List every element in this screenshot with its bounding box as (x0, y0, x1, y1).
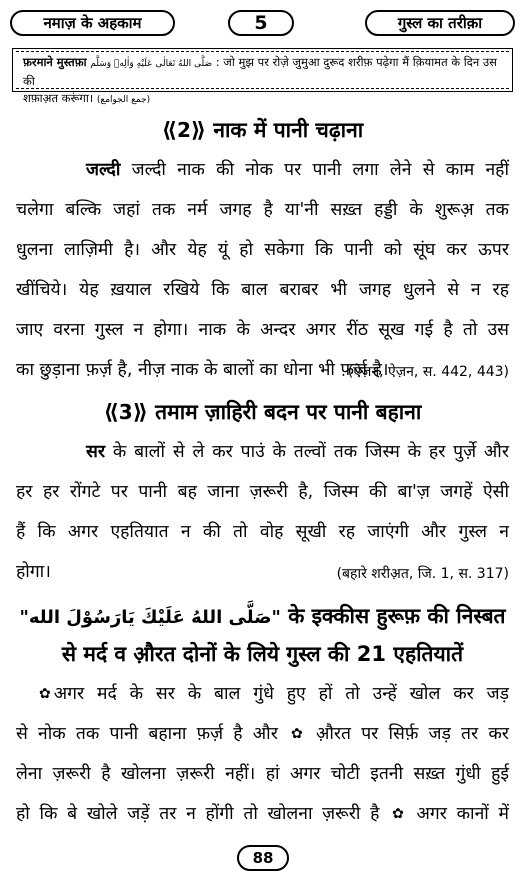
body-text-1: अगर मर्द के सर के बाल गुंधे हुए हों तो उन्हें खोल कर जड़ (53, 684, 509, 704)
farman-box (12, 48, 513, 105)
body-line-2 (16, 714, 509, 754)
body-text-2b: औ़रत पर सिर्फ़ जड़ तर कर (315, 724, 509, 744)
section-2-line-4: खींचिये। येह ख़याल रखिये कि बाल बराबर भी जगह धुलने से न रह (16, 280, 509, 300)
big-heading-line-2: से मर्द व औ़रत दोनों के लिये गुस्ल की 21 एहतियातें (61, 642, 464, 666)
section-2-line-5: जाए वरना गुस्ल न होगा। नाक के अन्दर अगर रींठ सूख गई है तो उस (16, 320, 509, 340)
header-page-number: 5 (228, 10, 294, 36)
section-3-heading (0, 398, 525, 426)
body-text-4b: अगर कानों में (416, 804, 509, 824)
section-2-number: 2 (176, 118, 191, 142)
section-2-heading (0, 116, 525, 144)
farman-salawat: صَلَّى اللهُ تَعَالٰى عَلَيْهِ وَاٰلِهٖ وَسَلَّم (90, 59, 213, 69)
section-3-ornament-left: ⟪ (103, 400, 119, 424)
section-2-line-1: जल्दी नाक की नोक पर पानी लगा लेने से काम नहीं (131, 160, 509, 180)
farman-label: फ़रमाने मुस्तफ़ा (23, 55, 87, 69)
flower-bullet-icon: ✿ (291, 726, 303, 742)
section-3-lead: सर (86, 442, 105, 462)
flower-bullet-icon: ✿ (392, 806, 404, 822)
section-2-ornament-right: ⟫ (190, 118, 206, 142)
section-3-ornament-right: ⟫ (132, 400, 148, 424)
text-line (16, 432, 509, 472)
body-line-1 (16, 674, 509, 714)
text-line (16, 150, 509, 190)
footer-page-number: 88 (237, 845, 289, 871)
farman-text-1: : जो मुझ पर रोज़े जुमुआ दुरूद शरीफ़ पढ़ेगा मैं क़ियामत के दिन उस की (23, 55, 497, 88)
section-2-line-6: का छुड़ाना फ़र्ज़ है, नीज़ नाक के बालों का धोना भी फ़र्ज़ है। (16, 360, 389, 380)
farman-text-2: शफ़ाअ़त करूंगा। (23, 91, 94, 105)
section-3-line-1: के बालों से ले कर पाउं के तल्वों तक जिस्म के हर पुर्ज़े और (112, 442, 509, 462)
section-3-number: 3 (118, 400, 133, 424)
section-2-title: नाक में पानी चढ़ाना (213, 118, 364, 142)
section-3-line-4: होगा। (16, 562, 51, 582)
farman-source: (جمع الجوامع) (96, 95, 151, 105)
section-3-line-2: हर हर रोंगटे पर पानी बह जाना ज़रूरी है, जिस्म की बा'ज़ जगहें ऐसी (16, 482, 509, 502)
big-heading-line-1 (8, 596, 517, 638)
section-3-reference: (बहारे शरीअ़त, जि. 1, स. 317) (336, 566, 509, 582)
section-2-ornament-left: ⟪ (161, 118, 177, 142)
section-2-line-3: धुलना लाज़िमी है। और येह यूं हो सकेगा कि पानी को सूंघ कर ऊपर (16, 240, 509, 260)
body-line-4 (16, 794, 509, 834)
section-2-lead: जल्दी (86, 160, 121, 180)
chapter-title: गुस्ल का तरीक़ा (365, 10, 515, 36)
flower-bullet-icon: ✿ (39, 686, 51, 702)
page-header (10, 7, 515, 43)
section-3-title: तमाम ज़ाहिरी बदन पर पानी बहाना (155, 400, 422, 424)
farman-text (19, 52, 506, 111)
body-line-3: लेना ज़रूरी है खोलना ज़रूरी नहीं। हां अगर चोटी इतनी सख़्त गुंधी हुई (16, 764, 509, 784)
big-heading-text-1: के इक्कीस हुरूफ़ की निस्बत (288, 604, 506, 628)
big-heading-arabic: "صَلَّى اللهُ عَلَيْكَ يَارَسُوْلَ الله" (19, 607, 281, 628)
section-2-reference: (ऐज़न, ऐज़न, स. 442, 443) (347, 364, 509, 380)
body-text-4a: हो कि बे खोले जड़ें तर न होंगी तो खोलना ज़रूरी है (16, 804, 380, 824)
body-text-2a: से नोक तक पानी बहाना फ़र्ज़ है और (16, 724, 278, 744)
section-2-line-2: चलेगा बल्कि जहां तक नर्म जगह है या'नी सख़्त हड्डी के शुरूअ़ तक (16, 200, 509, 220)
book-title: नमाज़ के अहकाम (10, 10, 175, 36)
section-3-line-3: हैं कि अगर एहतियात न की तो वोह सूखी रह जाएंगी और गुस्ल न (16, 522, 509, 542)
